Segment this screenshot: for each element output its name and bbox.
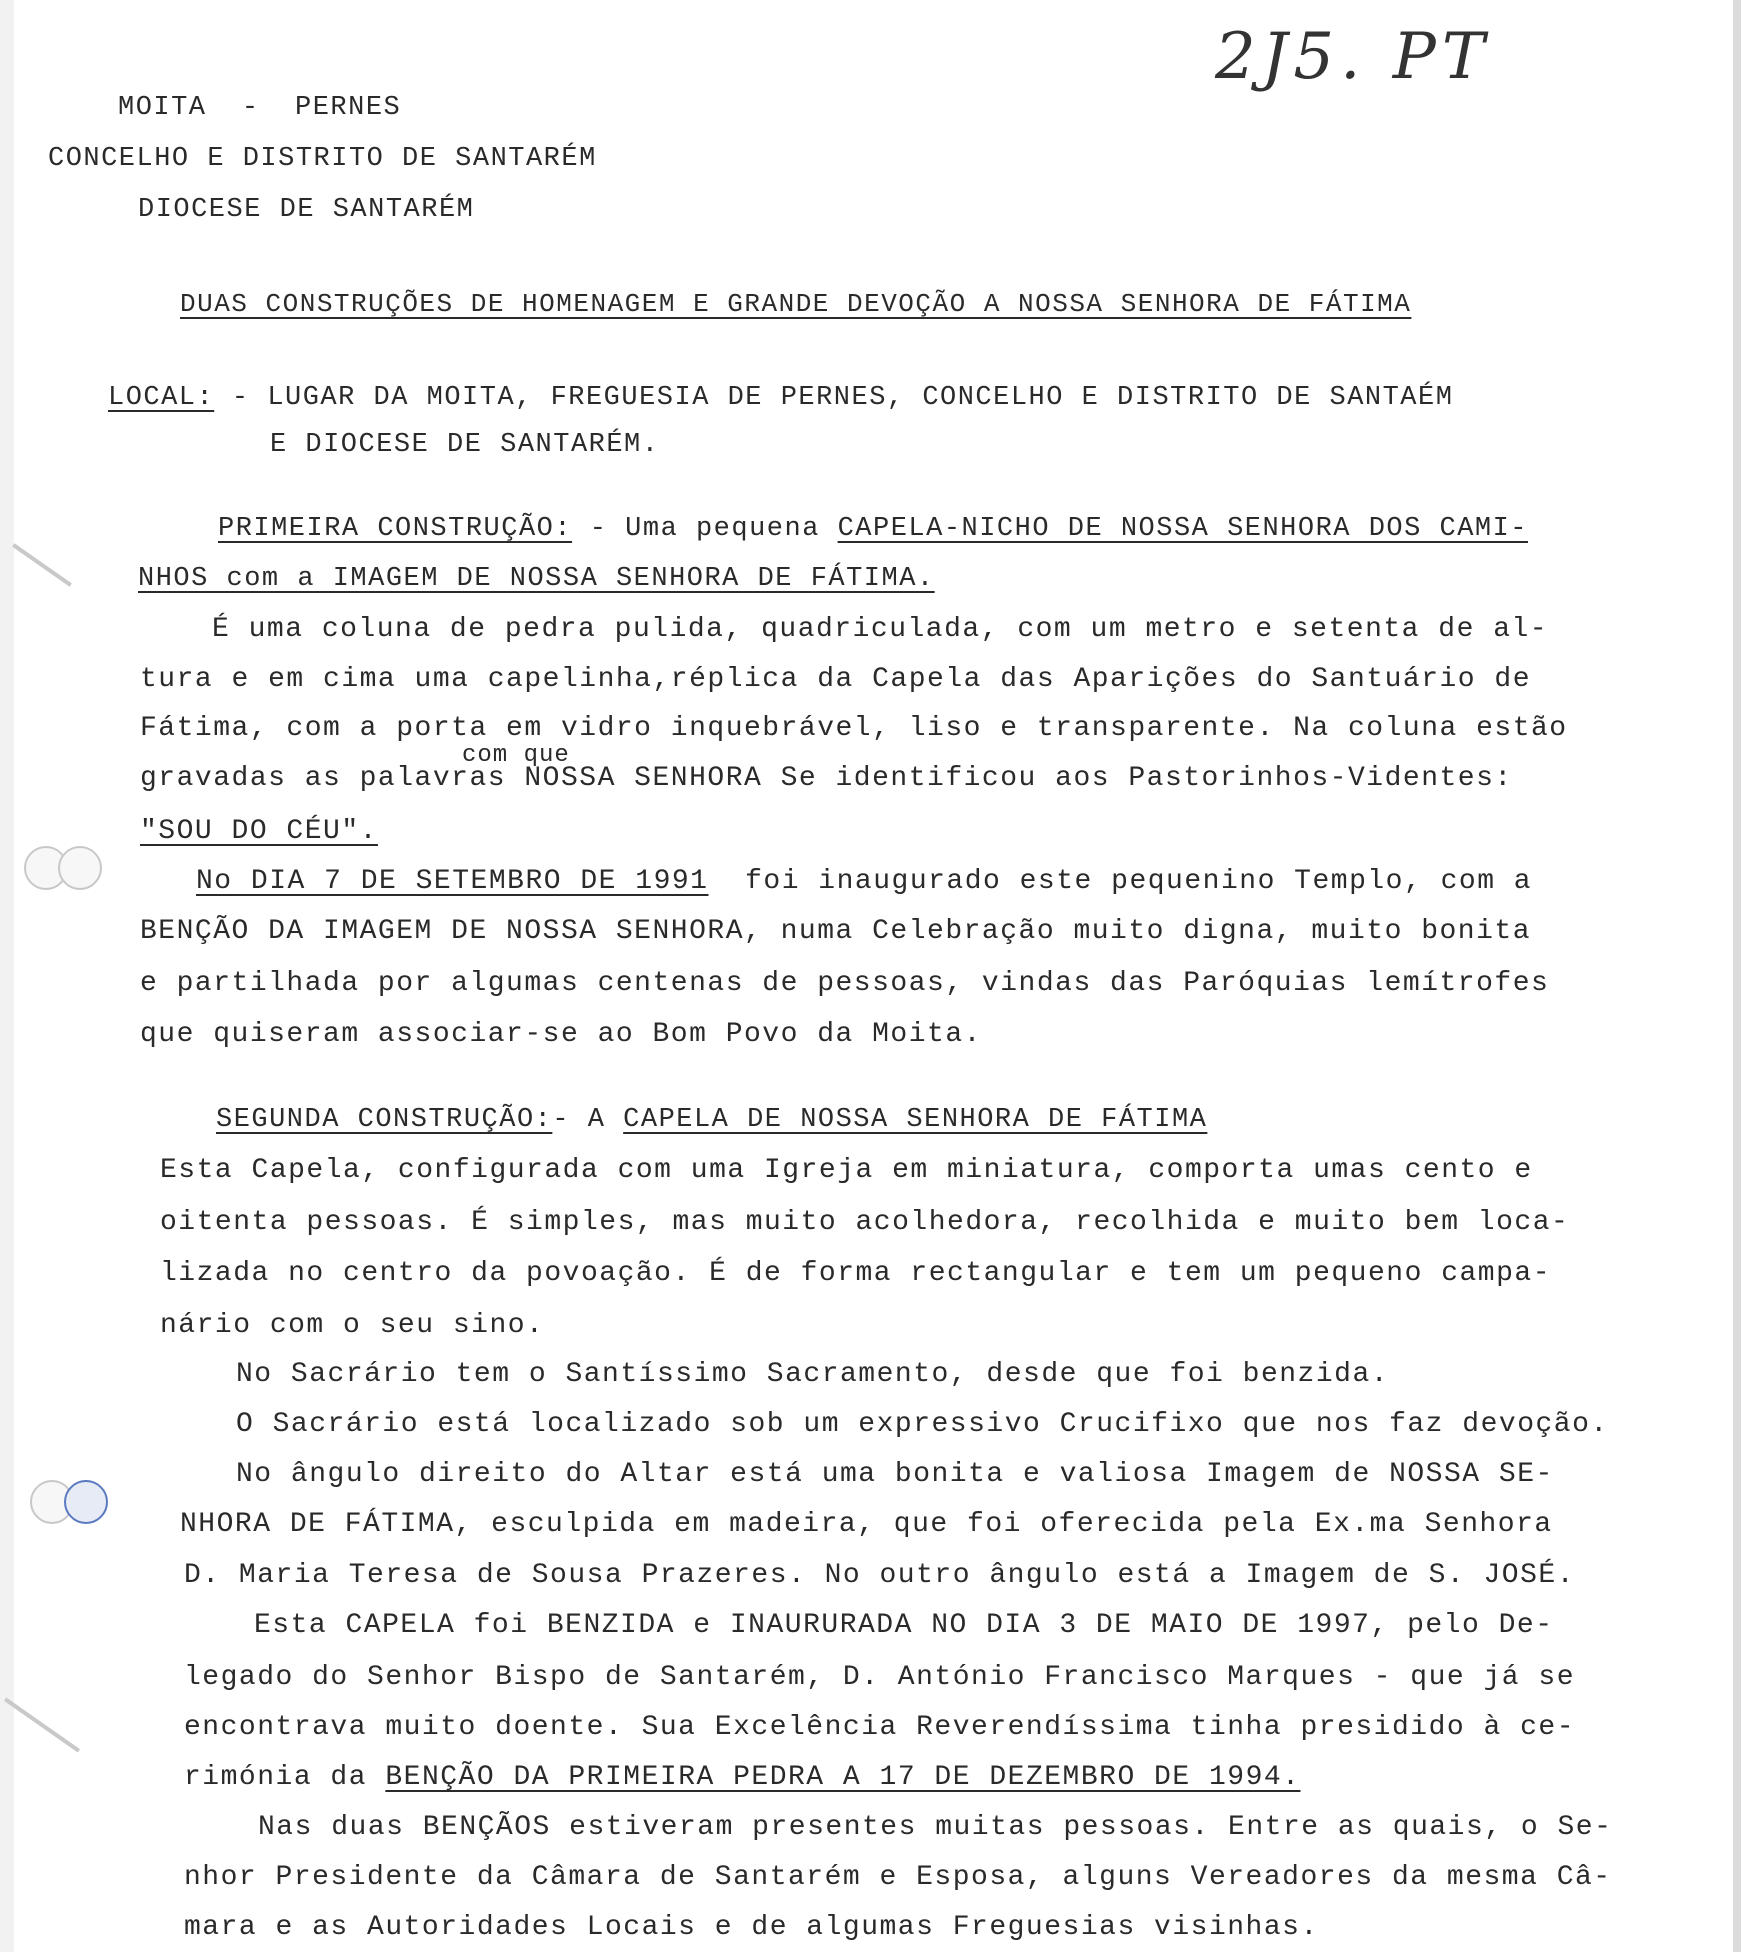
paragraph-line: No ângulo direito do Altar está uma bonita e valiosa Imagem de NOSSA SE- xyxy=(236,1459,1554,1490)
segunda-dash: - A xyxy=(552,1105,624,1135)
inauguration-line xyxy=(196,866,1532,898)
segunda-title: CAPELA DE NOSSA SENHORA DE FÁTIMA xyxy=(623,1105,1208,1135)
inauguration-text: foi inaugurado este pequenino Templo, com a xyxy=(708,866,1533,897)
paragraph-line: tura e em cima uma capelinha,réplica da Capela das Aparições do Santuário de xyxy=(140,664,1532,695)
paragraph-line: lizada no centro da povoação. É de forma rectangular e tem um pequeno campa- xyxy=(160,1258,1552,1289)
header-line-3: DIOCESE DE SANTARÉM xyxy=(138,195,475,225)
paragraph-line: nhor Presidente da Câmara de Santarém e Esposa, alguns Vereadores da mesma Câ- xyxy=(184,1862,1612,1893)
paper-edge-left xyxy=(0,0,14,1952)
primeira-intro: - Uma pequena xyxy=(572,514,838,544)
first-stone-blessing: BENÇÃO DA PRIMEIRA PEDRA A 17 DE DEZEMBRO DE 1994. xyxy=(385,1762,1301,1793)
paragraph-line: gravadas as palavras NOSSA SENHORA Se identificou aos Pastorinhos-Videntes: xyxy=(140,763,1513,794)
staple-mark xyxy=(12,543,72,586)
punch-hole xyxy=(64,1480,108,1524)
document-title: DUAS CONSTRUÇÕES DE HOMENAGEM E GRANDE DEVOÇÃO A NOSSA SENHORA DE FÁTIMA xyxy=(180,289,1412,319)
segunda-heading-line xyxy=(216,1104,1207,1136)
primeira-title-2: NHOS com a IMAGEM DE NOSSA SENHORA DE FÁTIMA. xyxy=(138,564,935,594)
primeira-title-1: CAPELA-NICHO DE NOSSA SENHORA DOS CAMI- xyxy=(837,514,1529,544)
paragraph-line: NHORA DE FÁTIMA, esculpida em madeira, que foi oferecida pela Ex.ma Senhora xyxy=(180,1509,1553,1540)
local-line-2: E DIOCESE DE SANTARÉM. xyxy=(270,430,660,460)
header-line-2: CONCELHO E DISTRITO DE SANTARÉM xyxy=(48,144,597,174)
paragraph-line: BENÇÃO DA IMAGEM DE NOSSA SENHORA, numa Celebração muito digna, muito bonita xyxy=(140,916,1532,947)
primeira-label: PRIMEIRA CONSTRUÇÃO: xyxy=(218,514,573,544)
paragraph-line: e partilhada por algumas centenas de pessoas, vindas das Paróquias lemítrofes xyxy=(140,968,1550,999)
paragraph-line: D. Maria Teresa de Sousa Prazeres. No outro ângulo está a Imagem de S. JOSÉ. xyxy=(184,1560,1576,1591)
local-text-1: - LUGAR DA MOITA, FREGUESIA DE PERNES, CONCELHO E DISTRITO DE SANTAÉM xyxy=(214,383,1454,413)
paragraph-line xyxy=(184,1762,1300,1794)
paragraph-line: No Sacrário tem o Santíssimo Sacramento, desde que foi benzida. xyxy=(236,1359,1390,1390)
paragraph-line: É uma coluna de pedra pulida, quadriculada, com um metro e setenta de al- xyxy=(212,614,1549,645)
handwritten-reference: 2J5. PT xyxy=(1215,20,1491,94)
paragraph-line: legado do Senhor Bispo de Santarém, D. António Francisco Marques - que já se xyxy=(184,1662,1576,1693)
paragraph-line: Nas duas BENÇÃOS estiveram presentes muitas pessoas. Entre as quais, o Se- xyxy=(258,1812,1613,1843)
header-line-1: MOITA - PERNES xyxy=(118,93,402,123)
ceremony-text: rimónia da xyxy=(184,1762,386,1793)
segunda-label: SEGUNDA CONSTRUÇÃO: xyxy=(216,1105,553,1135)
paragraph-line: mara e as Autoridades Locais e de algumas Freguesias visinhas. xyxy=(184,1912,1319,1943)
paragraph-line: O Sacrário está localizado sob um expressivo Crucifixo que nos faz devoção. xyxy=(236,1409,1609,1440)
paragraph-line: nário com o seu sino. xyxy=(160,1310,545,1341)
paragraph-line: Esta Capela, configurada com uma Igreja em miniatura, comporta umas cento e xyxy=(160,1155,1533,1186)
local-line-1 xyxy=(108,382,1453,414)
local-label: LOCAL: xyxy=(108,383,215,413)
paragraph-line: Fátima, com a porta em vidro inquebrável, liso e transparente. Na coluna estão xyxy=(140,713,1568,744)
paragraph-line: encontrava muito doente. Sua Excelência Reverendíssima tinha presidido à ce- xyxy=(184,1712,1576,1743)
paragraph-line: Esta CAPELA foi BENZIDA e INAURURADA NO DIA 3 DE MAIO DE 1997, pelo De- xyxy=(254,1610,1554,1641)
sou-do-ceu-quote: "SOU DO CÉU". xyxy=(140,816,378,847)
paragraph-line: que quiseram associar-se ao Bom Povo da Moita. xyxy=(140,1019,982,1050)
punch-hole xyxy=(58,846,102,890)
paragraph-line: oitenta pessoas. É simples, mas muito acolhedora, recolhida e muito bem loca- xyxy=(160,1207,1570,1238)
handwritten-insertion: com que xyxy=(462,742,570,769)
primeira-heading-line xyxy=(218,513,1528,545)
staple-mark xyxy=(4,1698,80,1753)
inauguration-date: No DIA 7 DE SETEMBRO DE 1991 xyxy=(196,866,709,897)
paper-edge-right xyxy=(1733,0,1741,1952)
